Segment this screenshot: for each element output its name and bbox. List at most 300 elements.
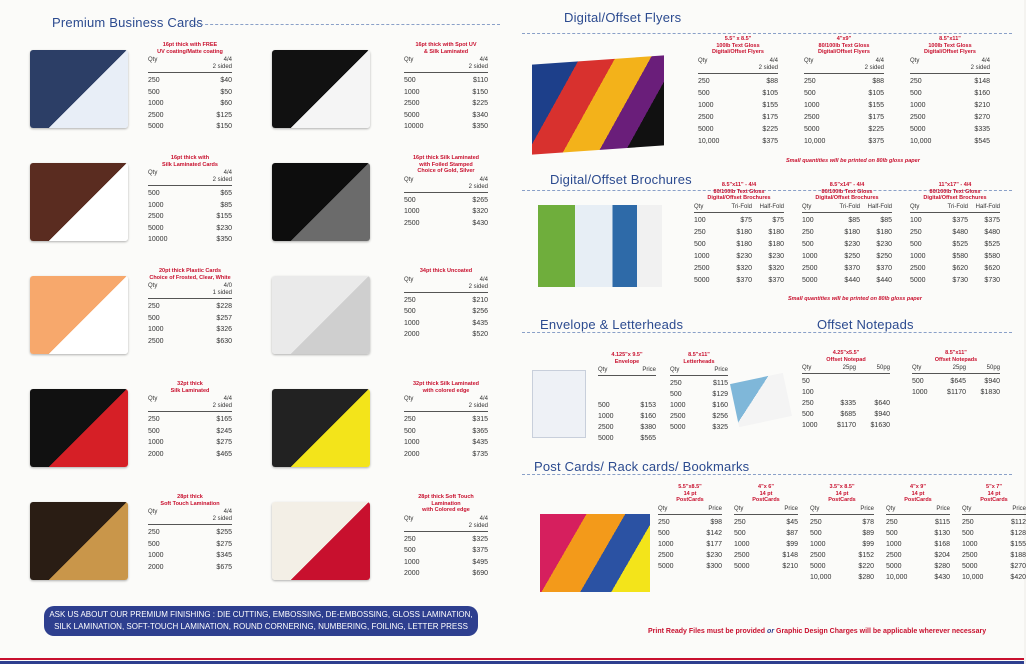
table-cell: $177 — [706, 540, 722, 548]
table-cell: $153 — [640, 402, 656, 409]
table-cell: $435 — [472, 439, 488, 447]
table-cell: $257 — [216, 314, 232, 322]
table-cell: 250 — [670, 380, 682, 387]
table-row — [810, 528, 874, 539]
price-table — [810, 484, 874, 583]
section-title-business-cards: Premium Business Cards — [52, 15, 204, 30]
table-row — [148, 313, 232, 325]
table-row — [804, 136, 884, 148]
table-row — [802, 409, 890, 420]
column-header: Price — [784, 505, 798, 512]
table-cell: 5000 — [694, 277, 710, 284]
table-cell: 250 — [148, 303, 160, 311]
table-cell: $275 — [216, 439, 232, 447]
table-row — [810, 572, 874, 583]
table-cell: $350 — [472, 123, 488, 131]
table-cell: 1000 — [404, 319, 420, 327]
table-row — [404, 121, 488, 133]
table-cell: 250 — [734, 518, 746, 526]
table-cell: $630 — [216, 337, 232, 345]
table-row — [148, 550, 232, 562]
table-cell: 2500 — [886, 551, 902, 559]
table-row — [670, 400, 728, 411]
table-cell: $375 — [762, 138, 778, 145]
table-row — [962, 528, 1026, 539]
table-cell: 1000 — [912, 389, 928, 396]
table-cell: $115 — [934, 518, 950, 526]
table-cell: 10000 — [148, 236, 168, 244]
column-header: Qty — [804, 57, 814, 64]
table-row — [694, 275, 784, 287]
table-row — [694, 227, 784, 239]
table-cell: $370 — [768, 277, 784, 284]
price-table-heading: 4.25"x5.5" Offset Notepad — [826, 350, 866, 363]
price-table — [804, 36, 884, 148]
column-header: Tri-Fold — [947, 203, 968, 210]
table-cell: 250 — [810, 518, 822, 526]
column-header: 4/4 2 sided — [468, 176, 488, 190]
table-row — [404, 218, 488, 230]
price-table-header — [404, 396, 488, 412]
price-table-header — [148, 57, 232, 73]
table-cell: $520 — [472, 331, 488, 339]
price-table-heading: 16pt thick with FREE UV coating/Matte coating — [157, 42, 223, 55]
table-row — [148, 527, 232, 539]
price-table-heading: 20pt thick Plastic Cards Choice of Frosted, Clear, White — [149, 268, 231, 281]
price-table — [912, 350, 1000, 398]
table-cell: $129 — [712, 391, 728, 398]
table-cell: 5000 — [148, 224, 164, 232]
table-cell: 5000 — [734, 562, 750, 570]
price-table-header — [810, 506, 874, 515]
price-table — [962, 484, 1026, 583]
table-row — [404, 426, 488, 438]
business-card-image — [272, 389, 370, 467]
table-cell: $730 — [984, 277, 1000, 284]
table-row — [810, 517, 874, 528]
column-header: 25pg — [842, 365, 856, 371]
table-cell: $65 — [220, 190, 232, 198]
table-cell: 2500 — [802, 265, 818, 272]
table-cell: $89 — [862, 529, 874, 537]
table-cell: 5000 — [658, 562, 674, 570]
table-cell: $1170 — [947, 389, 966, 396]
table-cell: 2500 — [670, 413, 686, 420]
table-cell: $175 — [868, 114, 884, 121]
table-cell: $148 — [782, 551, 798, 559]
table-cell: 1000 — [910, 253, 926, 260]
table-row — [734, 528, 798, 539]
table-cell: $940 — [874, 411, 890, 418]
table-row — [658, 561, 722, 572]
table-cell: 5000 — [962, 562, 978, 570]
table-cell: $180 — [736, 229, 752, 236]
table-cell: 100 — [910, 217, 922, 224]
table-row — [802, 263, 892, 275]
table-cell: 1000 — [670, 402, 686, 409]
table-cell: 250 — [802, 229, 814, 236]
table-cell: $50 — [220, 88, 232, 96]
column-header: 50pg — [876, 365, 890, 371]
table-row — [910, 239, 1000, 251]
table-cell: 1000 — [404, 208, 420, 216]
table-row — [698, 100, 778, 112]
price-table — [658, 484, 722, 572]
table-row — [148, 437, 232, 449]
price-table-header — [962, 506, 1026, 515]
table-row — [802, 376, 890, 387]
table-cell: $430 — [472, 219, 488, 227]
table-cell: $370 — [876, 265, 892, 272]
price-table-header — [912, 365, 1000, 374]
table-row — [148, 539, 232, 551]
table-row — [802, 275, 892, 287]
table-cell: 10,000 — [886, 573, 908, 581]
column-header: 4/4 2 sided — [212, 509, 232, 522]
price-table — [802, 182, 892, 287]
table-cell: 250 — [886, 518, 898, 526]
table-cell: 500 — [598, 402, 610, 409]
table-cell: $275 — [216, 540, 232, 548]
table-row — [148, 336, 232, 348]
table-row — [802, 227, 892, 239]
table-cell: $440 — [876, 277, 892, 284]
table-cell: 10,000 — [810, 573, 832, 581]
price-table-heading: 4"x 6" 14 pt PostCards — [752, 484, 780, 503]
table-cell: 2500 — [148, 111, 164, 119]
price-table-heading: 3.5"x 8.5" 14 pt PostCards — [828, 484, 856, 503]
table-row — [886, 539, 950, 550]
table-cell: 2500 — [698, 114, 714, 121]
table-cell: 10,000 — [804, 138, 826, 145]
table-row — [912, 376, 1000, 387]
table-row — [598, 378, 656, 389]
table-row — [694, 239, 784, 251]
price-table — [404, 268, 488, 341]
table-cell: 500 — [404, 547, 416, 555]
table-cell: 500 — [148, 427, 160, 435]
table-cell: 2500 — [734, 551, 750, 559]
column-header: Qty — [698, 57, 708, 64]
table-cell: $210 — [782, 562, 798, 570]
table-cell: $160 — [640, 413, 656, 420]
price-table — [698, 36, 778, 148]
table-cell: $88 — [766, 78, 778, 85]
table-cell: 5000 — [810, 562, 826, 570]
column-header: 4/4 2 sided — [468, 515, 488, 529]
table-cell: $155 — [868, 102, 884, 109]
table-row — [148, 75, 232, 87]
table-cell: $645 — [950, 378, 966, 385]
table-cell: $435 — [472, 319, 488, 327]
column-header: Tri-Fold — [731, 203, 752, 210]
table-cell: $125 — [216, 111, 232, 119]
divider — [522, 332, 1012, 333]
table-row — [734, 517, 798, 528]
table-cell: $250 — [876, 253, 892, 260]
table-cell: $230 — [876, 241, 892, 248]
table-row — [962, 517, 1026, 528]
table-cell: $148 — [974, 78, 990, 85]
table-cell: 5000 — [886, 562, 902, 570]
price-table — [598, 352, 656, 444]
table-row — [804, 124, 884, 136]
business-card-image — [272, 502, 370, 580]
table-row — [404, 329, 488, 341]
table-row — [598, 400, 656, 411]
section-title-brochures: Digital/Offset Brochures — [550, 172, 692, 187]
table-row — [698, 136, 778, 148]
table-cell: $180 — [844, 229, 860, 236]
table-cell: 1000 — [148, 439, 164, 447]
table-cell: $85 — [220, 201, 232, 209]
column-header: Qty — [148, 57, 158, 63]
table-row — [670, 378, 728, 389]
table-cell: 1000 — [910, 102, 926, 109]
column-header: 4/4 2 sided — [758, 57, 778, 71]
table-cell: 1000 — [658, 540, 674, 548]
premium-finishing-banner: ASK US ABOUT OUR PREMIUM FINISHING : DIE CUTTING, EMBOSSING, DE-EMBOSSING, GLOSS LAMINATION, SILK LAMINATION, SOFT-TOUCH LAMINATION, ROUND CORNERING, NUMBERING, FOILING, LETTER PRESS — [44, 606, 478, 636]
table-cell: $735 — [472, 450, 488, 458]
divider — [522, 474, 1012, 475]
table-row — [886, 572, 950, 583]
price-table — [404, 155, 488, 229]
table-row — [404, 449, 488, 461]
column-header: Qty — [670, 367, 680, 373]
table-row — [962, 572, 1026, 583]
column-header: Half-Fold — [867, 203, 892, 210]
column-header: Price — [936, 505, 950, 512]
table-cell: $230 — [844, 241, 860, 248]
table-cell: 5000 — [670, 424, 686, 431]
column-header: Qty — [910, 57, 920, 64]
price-table — [734, 484, 798, 572]
price-table-header — [658, 506, 722, 515]
table-cell: $105 — [762, 90, 778, 97]
price-table — [404, 494, 488, 580]
table-cell: $230 — [706, 551, 722, 559]
table-cell: $480 — [952, 229, 968, 236]
table-cell: 500 — [910, 241, 922, 248]
envelope-image — [532, 370, 586, 438]
table-cell: 250 — [694, 229, 706, 236]
table-cell: $1830 — [980, 389, 1000, 396]
table-cell: $685 — [840, 411, 856, 418]
table-cell: $228 — [216, 303, 232, 311]
table-row — [404, 75, 488, 87]
table-cell: 500 — [404, 77, 416, 85]
table-cell: 100 — [694, 217, 706, 224]
table-cell: 1000 — [404, 439, 420, 447]
table-cell: $365 — [472, 427, 488, 435]
price-table-heading: 16pt thick Silk Laminated with Foiled Stamped Choice of Gold, Silver — [412, 155, 480, 174]
table-cell: $370 — [736, 277, 752, 284]
table-row — [148, 449, 232, 461]
table-cell: $165 — [216, 416, 232, 424]
price-table-heading: 11"x17" - 4/4 80/100lb Text Gloss Digital/Offset Brochures — [923, 182, 987, 201]
table-cell: 5000 — [804, 126, 820, 133]
table-row — [912, 387, 1000, 398]
table-cell: 2000 — [404, 450, 420, 458]
price-table-header — [670, 367, 728, 376]
table-row — [804, 88, 884, 100]
table-cell: 2500 — [148, 213, 164, 221]
column-header: 50pg — [986, 365, 1000, 371]
table-cell: $320 — [768, 265, 784, 272]
table-cell: 5000 — [404, 111, 420, 119]
table-cell: $300 — [706, 562, 722, 570]
column-header: Price — [714, 367, 728, 373]
table-row — [886, 561, 950, 572]
table-row — [148, 87, 232, 99]
table-cell: 500 — [804, 90, 816, 97]
column-header: Qty — [148, 509, 158, 515]
business-card-image — [30, 502, 128, 580]
table-cell: $160 — [712, 402, 728, 409]
business-card-image — [30, 163, 128, 241]
column-header: 4/4 2 sided — [970, 57, 990, 71]
table-row — [886, 528, 950, 539]
table-cell: 500 — [694, 241, 706, 248]
price-table — [910, 36, 990, 148]
table-cell: $256 — [712, 413, 728, 420]
table-row — [404, 318, 488, 330]
table-cell: $525 — [952, 241, 968, 248]
table-cell: $280 — [934, 562, 950, 570]
column-header: Qty — [404, 396, 414, 402]
column-header: Qty — [404, 515, 414, 522]
column-header: Qty — [910, 203, 920, 210]
table-cell: $340 — [472, 111, 488, 119]
table-cell: $188 — [1010, 551, 1026, 559]
table-row — [886, 517, 950, 528]
table-cell: 250 — [802, 400, 814, 407]
table-cell: 250 — [404, 416, 416, 424]
table-row — [802, 215, 892, 227]
price-table-header — [148, 509, 232, 525]
table-cell: 250 — [148, 77, 160, 85]
table-cell: $105 — [868, 90, 884, 97]
price-table — [148, 268, 232, 347]
table-row — [734, 550, 798, 561]
table-cell: $210 — [974, 102, 990, 109]
notepad-image — [730, 373, 792, 427]
table-row — [404, 534, 488, 546]
table-cell: 250 — [962, 518, 974, 526]
table-cell: 1000 — [886, 540, 902, 548]
section-title-flyers: Digital/Offset Flyers — [564, 10, 682, 25]
table-cell: 5000 — [910, 126, 926, 133]
section-title-notepads: Offset Notepads — [817, 317, 914, 332]
column-header: Qty — [404, 176, 414, 183]
table-row — [734, 561, 798, 572]
table-cell: $315 — [472, 416, 488, 424]
table-cell: $265 — [472, 196, 488, 204]
table-row — [734, 539, 798, 550]
price-table-heading: 5.5" x 8.5" 100lb Text Gloss Digital/Offset Flyers — [712, 36, 764, 55]
table-cell: $230 — [736, 253, 752, 260]
table-cell: $375 — [472, 547, 488, 555]
table-row — [698, 88, 778, 100]
table-cell: $155 — [1010, 540, 1026, 548]
table-cell: 10,000 — [698, 138, 720, 145]
table-row — [404, 206, 488, 218]
table-cell: $420 — [1010, 573, 1026, 581]
brochures-image — [538, 205, 662, 287]
table-cell: 1000 — [598, 413, 614, 420]
table-cell: 500 — [148, 540, 160, 548]
table-cell: 2500 — [910, 265, 926, 272]
table-cell: $225 — [868, 126, 884, 133]
price-table — [670, 352, 728, 433]
table-cell: 250 — [804, 78, 816, 85]
table-cell: $98 — [710, 518, 722, 526]
table-cell: 500 — [404, 427, 416, 435]
table-cell: 100 — [802, 217, 814, 224]
table-cell: 1000 — [694, 253, 710, 260]
table-cell: $75 — [772, 217, 784, 224]
table-row — [670, 411, 728, 422]
column-header: Qty — [404, 57, 414, 63]
price-table — [910, 182, 1000, 287]
table-row — [910, 251, 1000, 263]
table-cell: 2000 — [148, 563, 164, 571]
table-cell: 1000 — [698, 102, 714, 109]
table-cell: 1000 — [148, 201, 164, 209]
price-table-header — [694, 204, 784, 213]
table-cell: 500 — [810, 529, 822, 537]
price-table — [404, 381, 488, 460]
column-header: 4/4 2 sided — [212, 396, 232, 409]
table-cell: $375 — [984, 217, 1000, 224]
table-cell: 250 — [698, 78, 710, 85]
table-row — [962, 550, 1026, 561]
price-table — [694, 182, 784, 287]
table-cell: 500 — [670, 391, 682, 398]
section-title-postcards: Post Cards/ Rack cards/ Bookmarks — [534, 459, 750, 474]
price-table-header — [404, 57, 488, 73]
table-cell: $250 — [844, 253, 860, 260]
column-header: 4/4 2 sided — [468, 396, 488, 409]
table-row — [658, 539, 722, 550]
table-row — [698, 112, 778, 124]
table-cell: $155 — [762, 102, 778, 109]
column-header: Price — [642, 367, 656, 373]
table-row — [804, 112, 884, 124]
table-cell: 5000 — [698, 126, 714, 133]
column-header: Qty — [148, 283, 158, 289]
right-page — [512, 0, 1024, 664]
table-cell: $256 — [472, 308, 488, 316]
table-cell: $225 — [762, 126, 778, 133]
table-row — [598, 433, 656, 444]
table-cell: 500 — [802, 411, 814, 418]
table-cell: $270 — [974, 114, 990, 121]
price-table-heading: 28pt thick Soft Touch Lamination with Colored edge — [418, 494, 474, 513]
column-header: 4/4 2 sided — [212, 170, 232, 183]
price-table-heading: 32pt thick Silk Laminated with colored edge — [412, 381, 480, 394]
table-row — [148, 223, 232, 235]
table-row — [658, 528, 722, 539]
table-cell: $255 — [216, 529, 232, 537]
table-cell: 250 — [658, 518, 670, 526]
table-cell: 250 — [404, 296, 416, 304]
column-header: Price — [860, 505, 874, 512]
table-cell: $230 — [216, 224, 232, 232]
table-cell: 50 — [802, 378, 810, 385]
table-cell: 2500 — [804, 114, 820, 121]
table-cell: $75 — [740, 217, 752, 224]
